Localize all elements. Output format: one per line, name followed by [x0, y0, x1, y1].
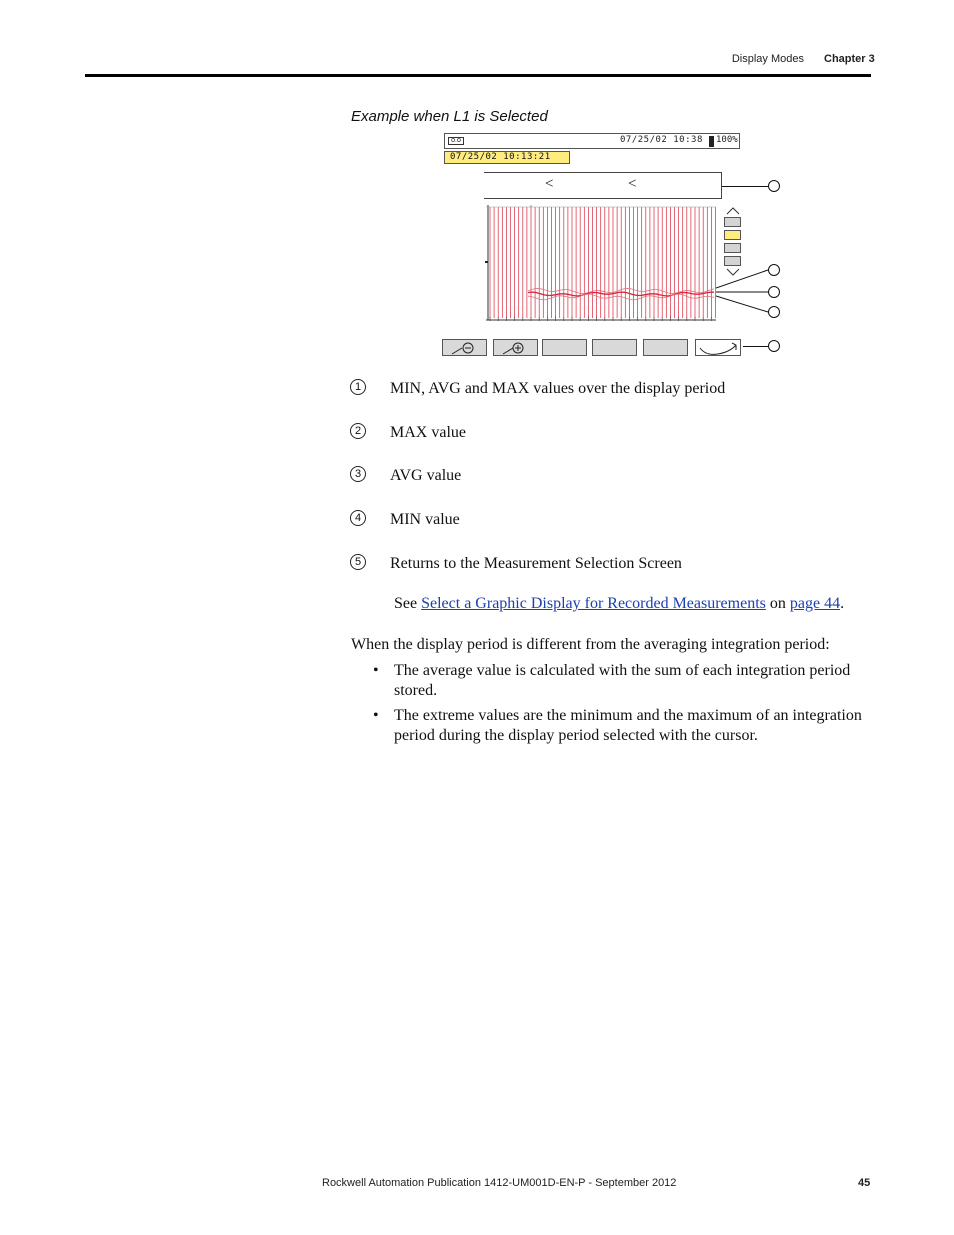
legend-text: AVG value: [390, 467, 462, 484]
zoom-in-button[interactable]: [493, 339, 538, 356]
zoom-out-button[interactable]: [442, 339, 487, 356]
callout-marker-2: [768, 264, 780, 276]
y-axis-marker: [485, 261, 488, 263]
status-bar: [444, 133, 740, 149]
status-datetime: 07/25/02 10:38: [620, 135, 703, 145]
see-prefix: See: [394, 595, 422, 612]
legend-text: MIN value: [390, 511, 460, 528]
side-button-l3[interactable]: [724, 243, 741, 253]
function-key-5[interactable]: [643, 339, 688, 356]
return-arrow-icon: [696, 340, 742, 357]
return-button[interactable]: [695, 339, 741, 356]
cursor-marker: >: [529, 205, 533, 211]
figure-caption: Example when L1 is Selected: [351, 108, 548, 125]
value-symbol-2: <: [628, 176, 637, 192]
legend-number: 2: [350, 423, 366, 439]
body-paragraph: When the display period is different from the averaging integration period:: [351, 636, 830, 653]
legend-number: 1: [350, 379, 366, 395]
side-button-n[interactable]: [724, 256, 741, 266]
recording-icon: o.o: [448, 137, 464, 145]
link-select-graphic-display[interactable]: Select a Graphic Display for Recorded Measurements: [421, 595, 766, 612]
value-symbol-1: <: [545, 176, 554, 192]
bullet-dot: •: [373, 707, 379, 724]
callout-line-1: [722, 186, 768, 187]
header-chapter-label: Chapter 3: [824, 53, 875, 65]
footer-page-number: 45: [858, 1177, 871, 1189]
see-middle: on: [765, 595, 790, 612]
header-rule: [85, 74, 871, 77]
cursor-time: 07/25/02 10:13:21: [444, 151, 570, 164]
see-suffix: .: [840, 595, 845, 612]
vertical-grid-lines: [490, 207, 716, 318]
bullet-text-1: The average value is calculated with the sum of each integration period stored.: [394, 662, 851, 699]
zoom-in-icon: [494, 340, 539, 357]
callout-marker-3: [768, 286, 780, 298]
link-page-44[interactable]: page 44: [789, 595, 841, 612]
callout-marker-4: [768, 306, 780, 318]
zoom-out-icon: [443, 340, 488, 357]
legend-number: 4: [350, 510, 366, 526]
bullet-dot: •: [373, 662, 379, 679]
legend-text: Returns to the Measurement Selection Screen: [390, 555, 682, 572]
legend-number: 5: [350, 554, 366, 570]
scroll-up-icon[interactable]: [726, 207, 740, 215]
legend-number: 3: [350, 466, 366, 482]
bullet-text-2: The extreme values are the minimum and the maximum of an integration period during the display period selected with the cursor.: [394, 707, 862, 744]
see-reference: [394, 595, 844, 613]
callout-line-5: [743, 346, 768, 347]
legend-text: MAX value: [390, 424, 466, 441]
side-button-l2[interactable]: [724, 230, 741, 240]
battery-level: 100%: [716, 135, 738, 145]
legend-text: MIN, AVG and MAX values over the display period: [390, 380, 726, 397]
callout-marker-1: [768, 180, 780, 192]
callout-marker-5: [768, 340, 780, 352]
function-key-3[interactable]: [542, 339, 587, 356]
side-button-l1[interactable]: [724, 217, 741, 227]
min-avg-max-box: [484, 172, 722, 199]
callout-lines-2-4: [716, 266, 776, 316]
header-section-title: Display Modes: [731, 53, 804, 65]
function-key-4[interactable]: [592, 339, 637, 356]
battery-icon: [709, 136, 714, 147]
footer-publication: Rockwell Automation Publication 1412-UM001D-EN-P - September 2012: [322, 1177, 677, 1189]
trend-plot: [486, 205, 718, 321]
display-screen-figure: [440, 130, 790, 360]
